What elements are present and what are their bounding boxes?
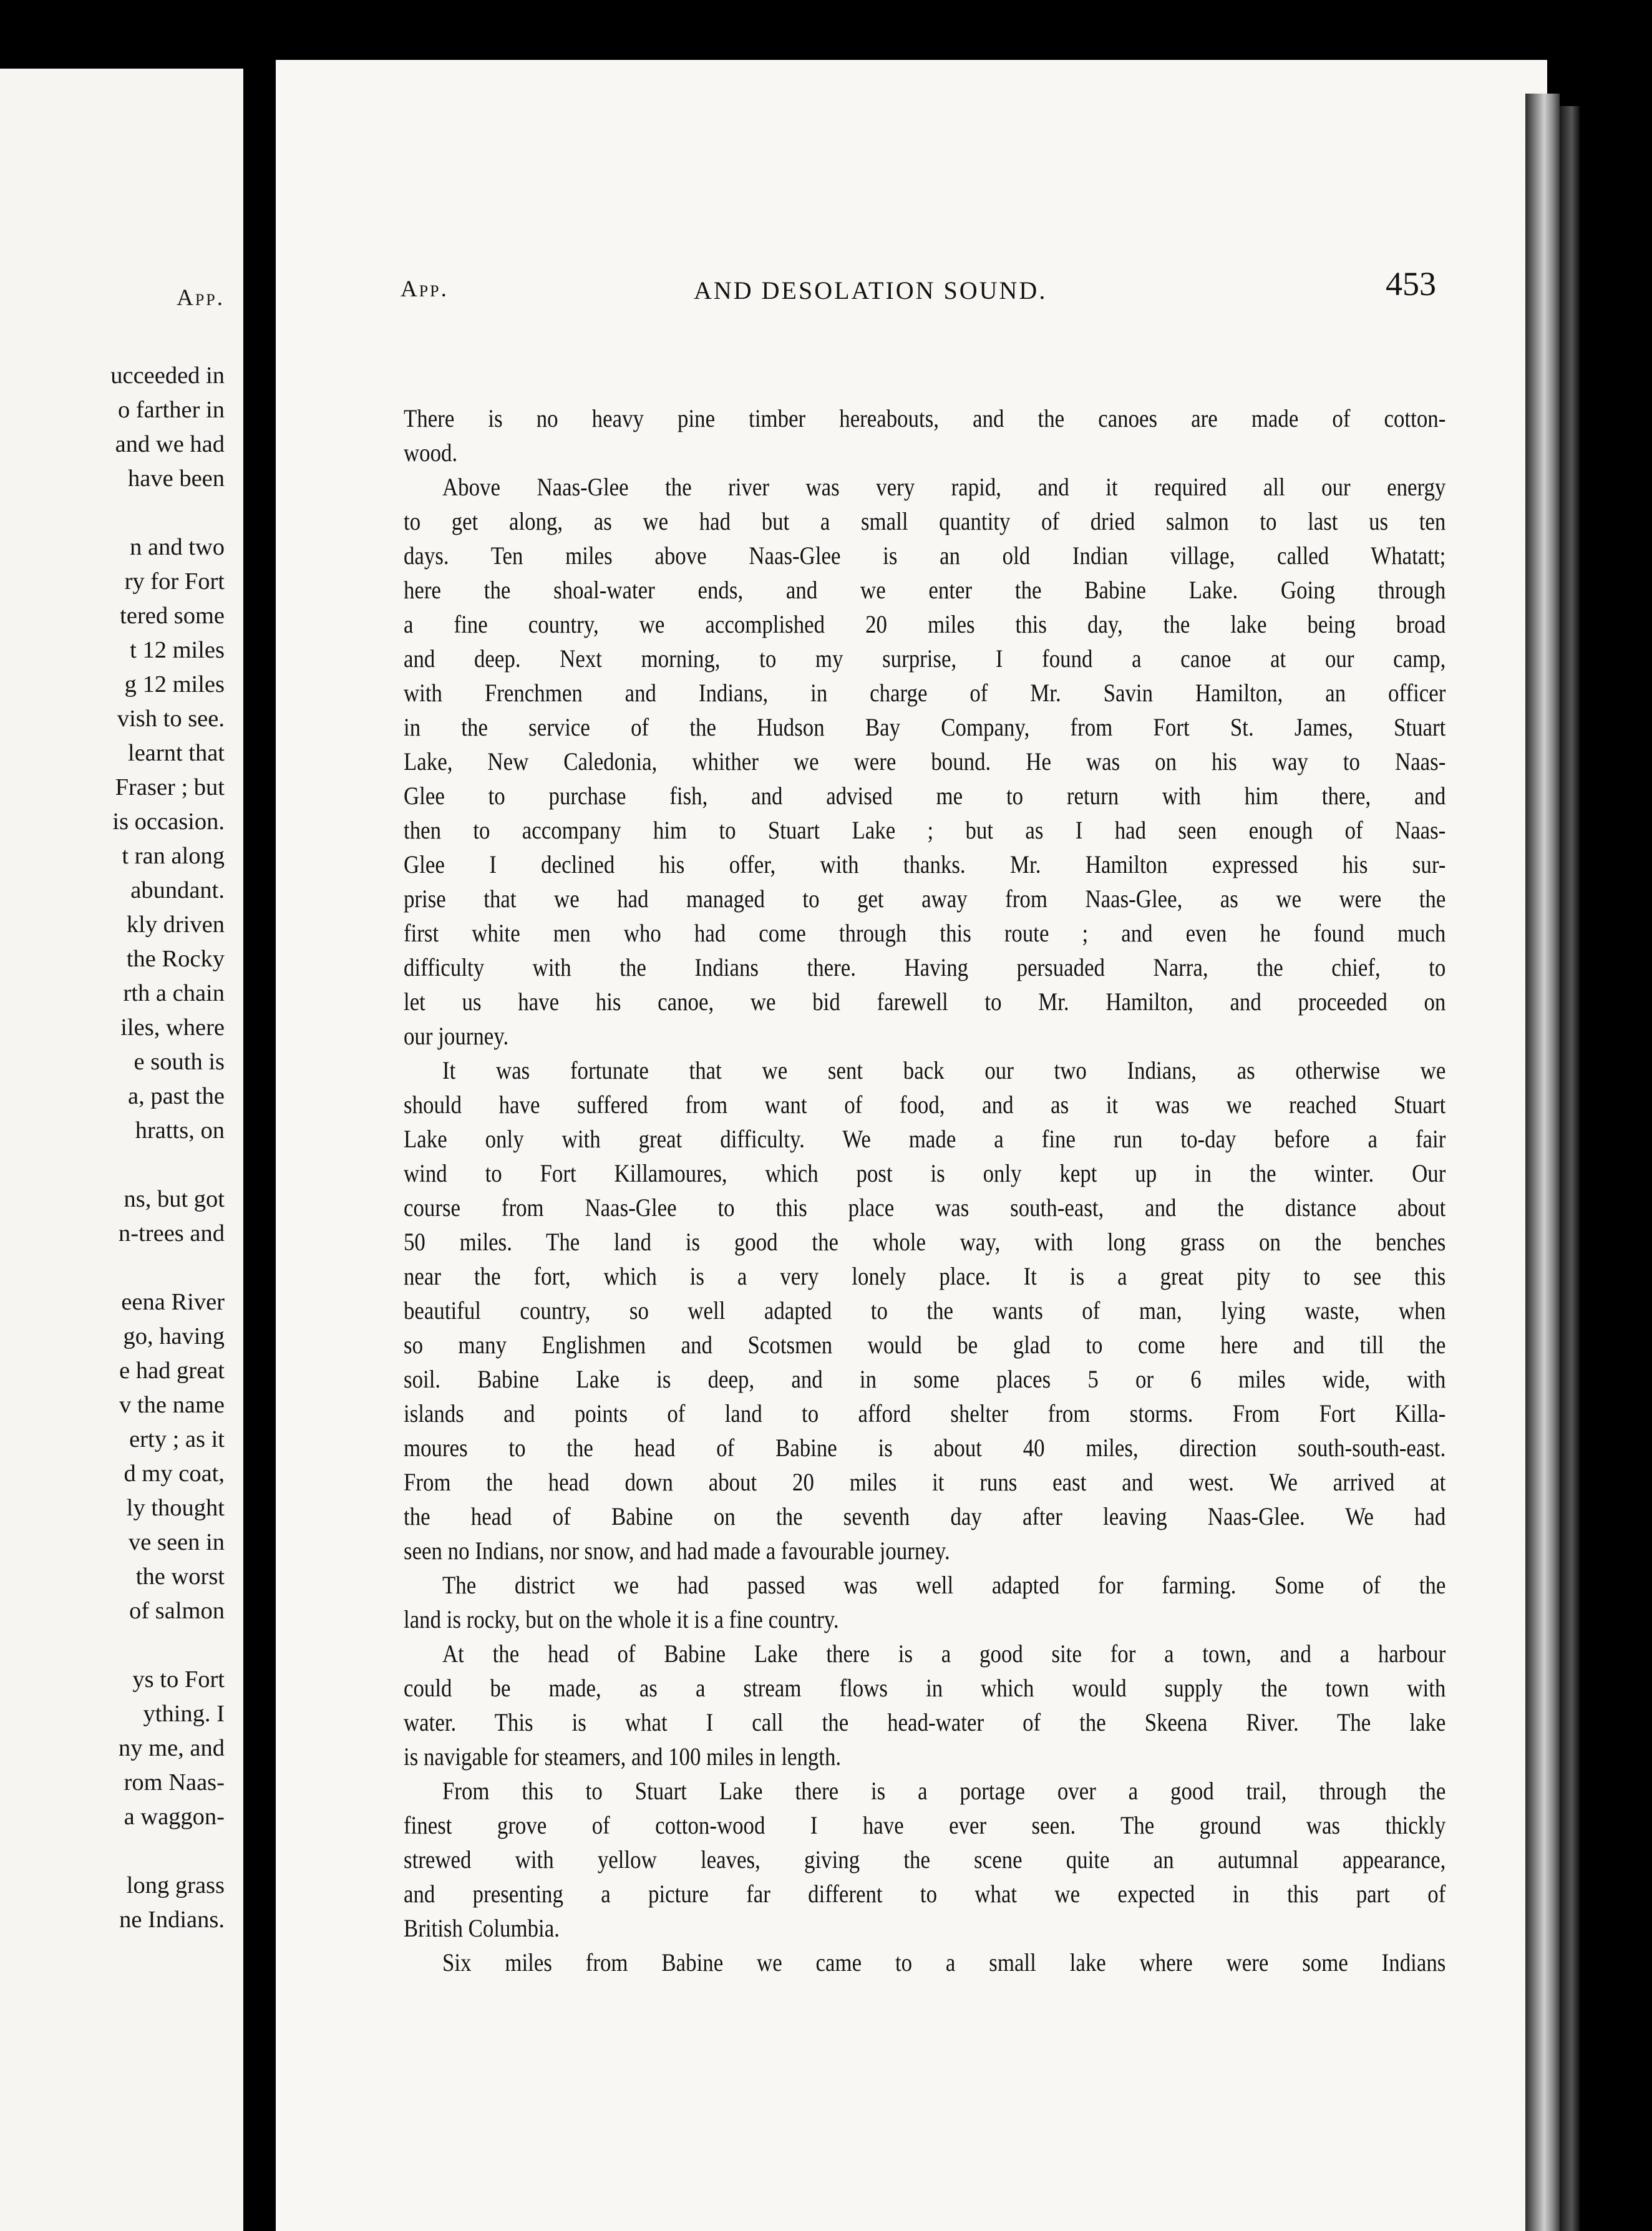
text-line: and presenting a picture far different to what we expected in this part of (404, 1880, 1446, 1908)
text-line: strewed with yellow leaves, giving the scene quite an autumnal appearance, (404, 1845, 1446, 1874)
left-page-text (0, 359, 225, 1937)
left-page-line: go, having (123, 1323, 225, 1349)
text-line: our journey. (404, 1022, 509, 1050)
text-line: the head of Babine on the seventh day after leaving Naas-Glee. We had (404, 1502, 1446, 1530)
left-page-line: iles, where (120, 1014, 225, 1041)
left-page-fragment (0, 69, 243, 2231)
text-line: There is no heavy pine timber hereabouts, and the canoes are made of cotton- (404, 404, 1446, 432)
left-page-line (0, 1628, 225, 1663)
left-page-line: e south is (134, 1049, 225, 1075)
text-line: is navigable for steamers, and 100 miles in length. (404, 1743, 842, 1771)
text-line: moures to the head of Babine is about 40 miles, direction south-south-east. (404, 1434, 1446, 1462)
text-line: with Frenchmen and Indians, in charge of Mr. Savin Hamilton, an officer (404, 679, 1446, 707)
left-page-line (0, 1148, 225, 1182)
left-page-line: ve seen in (129, 1529, 225, 1555)
text-line: It was fortunate that we sent back our two Indians, as otherwise we (442, 1056, 1446, 1084)
left-page-line: a waggon- (124, 1804, 225, 1830)
left-running-head: App. (177, 285, 225, 311)
right-page (276, 60, 1547, 2231)
left-page-line: o farther in (117, 397, 225, 423)
left-page-line: of salmon (129, 1598, 225, 1624)
text-line: could be made, as a stream flows in which would supply the town with (404, 1674, 1446, 1702)
left-page-line: rth a chain (123, 980, 225, 1006)
text-line: near the fort, which is a very lonely place. It is a great pity to see this (404, 1262, 1446, 1290)
text-line: prise that we had managed to get away from Naas-Glee, as we were the (404, 885, 1446, 913)
text-line: Above Naas-Glee the river was very rapid, and it required all our energy (442, 473, 1446, 501)
running-head-section: App. (401, 276, 449, 302)
left-page-line: n-trees and (119, 1220, 225, 1247)
text-line: a fine country, we accomplished 20 miles this day, the lake being broad (404, 610, 1446, 638)
text-line: land is rocky, but on the whole it is a fine country. (404, 1605, 839, 1633)
book-gutter (243, 0, 276, 2231)
page-edge-shadow (1525, 94, 1560, 2231)
text-line: wind to Fort Killamoures, which post is only kept up in the winter. Our (404, 1159, 1446, 1187)
text-line: Lake, New Caledonia, whither we were bound. He was on his way to Naas- (404, 747, 1446, 775)
page-body-text (404, 401, 1446, 1980)
text-line: first white men who had come through this route ; and even he found much (404, 919, 1446, 947)
left-page-line: Fraser ; but (115, 774, 225, 800)
text-line: soil. Babine Lake is deep, and in some places 5 or 6 miles wide, with (404, 1365, 1446, 1393)
text-line: days. Ten miles above Naas-Glee is an old Indian village, called Whatatt; (404, 542, 1446, 570)
left-page-line: ly thought (126, 1495, 225, 1521)
left-page-line: e had great (119, 1358, 225, 1384)
text-line: British Columbia. (404, 1914, 560, 1942)
page-number: 453 (1386, 265, 1436, 303)
text-line: Lake only with great difficulty. We made a fine run to-day before a fair (404, 1125, 1446, 1153)
text-line: At the head of Babine Lake there is a good site for a town, and a harbour (442, 1640, 1446, 1668)
left-page-line: g 12 miles (124, 671, 225, 697)
text-line: in the service of the Hudson Bay Company, from Fort St. James, Stuart (404, 713, 1446, 741)
text-line: to get along, as we had but a small quantity of dried salmon to last us ten (404, 507, 1446, 535)
left-page-line: d my coat, (124, 1461, 225, 1487)
text-line: Six miles from Babine we came to a small lake where were some Indians (442, 1948, 1446, 1976)
left-page-line: abundant. (130, 877, 225, 903)
text-line: course from Naas-Glee to this place was south-east, and the distance about (404, 1193, 1446, 1222)
left-page-line (0, 1251, 225, 1285)
running-head (401, 265, 1436, 308)
left-page-line: learnt that (128, 740, 225, 766)
left-page-line: ry for Fort (124, 568, 225, 595)
text-line: beautiful country, so well adapted to the wants of man, lying waste, when (404, 1296, 1446, 1325)
left-page-line: t ran along (122, 843, 225, 869)
page-edge-dark (1560, 106, 1580, 2231)
left-page-line: and we had (115, 431, 225, 457)
left-page-line: ything. I (143, 1701, 225, 1727)
text-line: difficulty with the Indians there. Having persuaded Narra, the chief, to (404, 953, 1446, 981)
left-page-line: ns, but got (124, 1186, 225, 1212)
text-line: here the shoal-water ends, and we enter the Babine Lake. Going through (404, 576, 1446, 604)
text-line: let us have his canoe, we bid farewell to Mr. Hamilton, and proceeded on (404, 988, 1446, 1016)
text-line: 50 miles. The land is good the whole way, with long grass on the benches (404, 1228, 1446, 1256)
text-line: water. This is what I call the head-water of the Skeena River. The lake (404, 1708, 1446, 1736)
left-page-line: ne Indians. (119, 1907, 225, 1933)
left-page-line: a, past the (127, 1083, 225, 1109)
text-line: From the head down about 20 miles it runs east and west. We arrived at (404, 1468, 1446, 1496)
left-page-line: is occasion. (112, 809, 225, 835)
left-page-line: v the name (119, 1392, 225, 1418)
left-page-line: the Rocky (126, 946, 225, 972)
left-page-line: hratts, on (135, 1117, 225, 1144)
left-page-line: erty ; as it (129, 1426, 225, 1452)
left-page-line: t 12 miles (130, 637, 225, 663)
left-page-line (0, 496, 225, 530)
text-line: finest grove of cotton-wood I have ever seen. The ground was thickly (404, 1811, 1446, 1839)
text-line: seen no Indians, nor snow, and had made a favourable journey. (404, 1537, 950, 1565)
text-line: and deep. Next morning, to my surprise, I found a canoe at our camp, (404, 644, 1446, 673)
text-line: From this to Stuart Lake there is a portage over a good trail, through the (442, 1777, 1446, 1805)
left-page-line: ys to Fort (132, 1666, 225, 1693)
text-line: Glee to purchase fish, and advised me to return with him there, and (404, 782, 1446, 810)
text-line: islands and points of land to afford shelter from storms. From Fort Killa- (404, 1399, 1446, 1427)
text-line: wood. (404, 439, 458, 467)
text-line: then to accompany him to Stuart Lake ; but as I had seen enough of Naas- (404, 816, 1446, 844)
left-page-line: ny me, and (119, 1735, 225, 1761)
left-page-line: vish to see. (117, 706, 225, 732)
text-line: should have suffered from want of food, and as it was we reached Stuart (404, 1091, 1446, 1119)
left-page-line: the worst (135, 1563, 225, 1590)
text-line: Glee I declined his offer, with thanks. Mr. Hamilton expressed his sur- (404, 850, 1446, 878)
left-page-line: have been (128, 465, 225, 492)
left-page-line: kly driven (126, 911, 225, 938)
left-page-line: rom Naas- (124, 1769, 225, 1796)
running-head-title: AND DESOLATION SOUND. (694, 276, 1047, 304)
left-page-line: eena River (121, 1289, 225, 1315)
left-page-line (0, 1834, 225, 1869)
left-page-line: tered some (120, 603, 225, 629)
left-page-line: ucceeded in (110, 362, 225, 389)
text-line: The district we had passed was well adapted for farming. Some of the (442, 1571, 1446, 1599)
text-line: so many Englishmen and Scotsmen would be glad to come here and till the (404, 1331, 1446, 1359)
left-page-line: n and two (130, 534, 225, 560)
left-page-line: long grass (126, 1872, 225, 1898)
